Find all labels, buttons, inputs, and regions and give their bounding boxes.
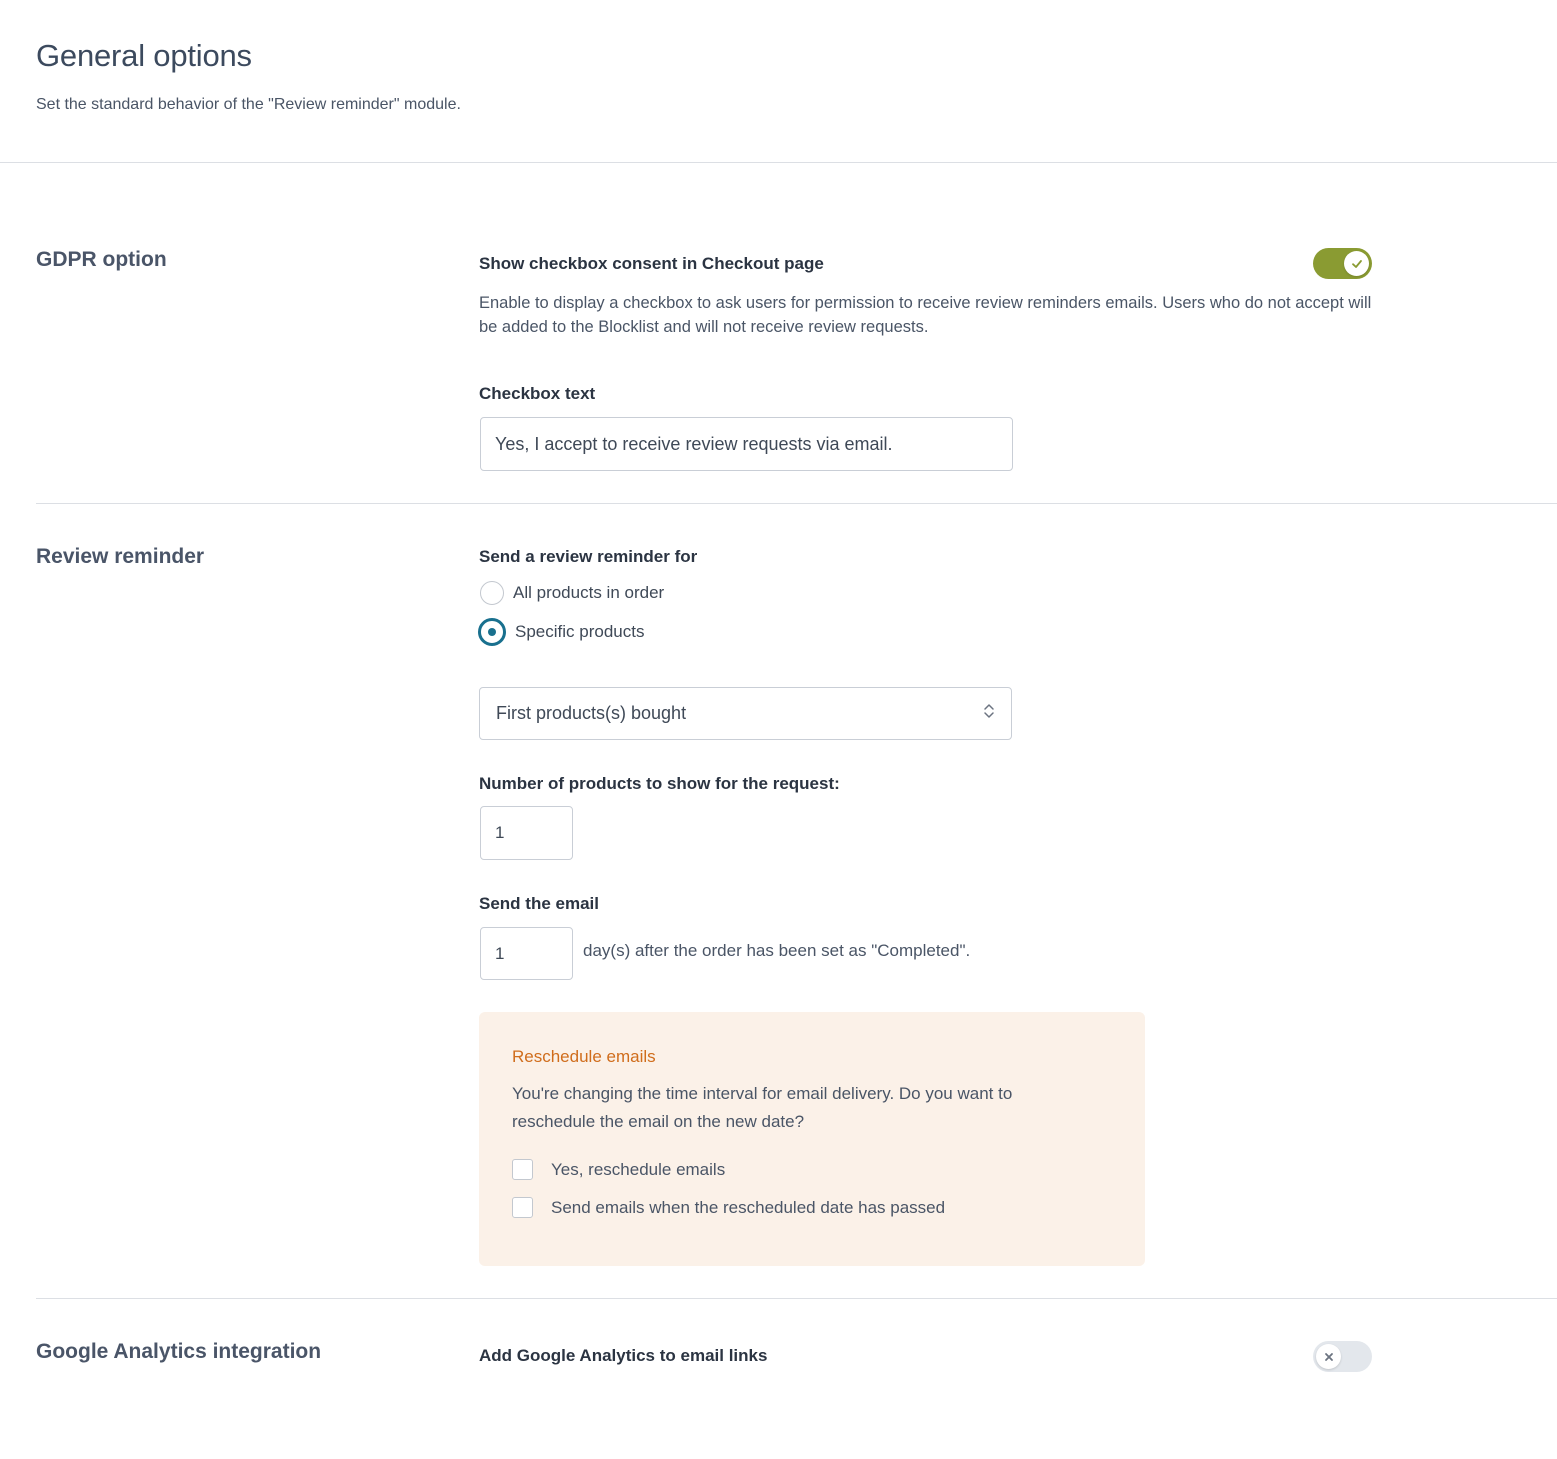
send-passed-checkbox[interactable]: [512, 1197, 533, 1218]
send-email-label: Send the email: [479, 894, 599, 913]
send-passed-checkbox-label: Send emails when the rescheduled date has passed: [551, 1197, 946, 1217]
analytics-toggle[interactable]: [1313, 1341, 1372, 1372]
radio-all-products[interactable]: [480, 581, 664, 605]
checkbox-text-label: Checkbox text: [479, 384, 596, 403]
notice-title: Reschedule emails: [512, 1047, 656, 1066]
radio-label: Specific products: [515, 622, 645, 641]
radio-button[interactable]: [480, 581, 504, 605]
num-products-value: 1: [495, 823, 505, 842]
radio-specific-products[interactable]: [478, 618, 644, 646]
radio-label: All products in order: [513, 583, 665, 602]
send-days-input[interactable]: [480, 927, 573, 980]
num-products-input[interactable]: [480, 806, 573, 860]
section-title-analytics: Google Analytics integration: [36, 1340, 322, 1363]
header-divider: [0, 162, 1557, 163]
close-icon: [1316, 1344, 1341, 1369]
send-passed-checkbox-row[interactable]: [512, 1197, 945, 1218]
analytics-label: Add Google Analytics to email links: [479, 1346, 768, 1365]
notice-text: You're changing the time interval for email delivery. Do you want to reschedule the email on the new date?: [512, 1084, 1013, 1131]
reschedule-checkbox[interactable]: [512, 1159, 533, 1180]
page-title: General options: [36, 38, 252, 73]
section-divider: [36, 1298, 1557, 1299]
reschedule-notice: [479, 1012, 1145, 1266]
product-select-value: First products(s) bought: [496, 703, 687, 723]
section-title-gdpr: GDPR option: [36, 248, 167, 271]
page-description: Set the standard behavior of the "Review reminder" module.: [36, 96, 461, 113]
consent-toggle[interactable]: [1313, 248, 1372, 279]
consent-description: Enable to display a checkbox to ask users for permission to receive review reminders emails. Users who do not accept will be added to the Blocklist and will not receive review requests.: [479, 294, 1372, 336]
send-days-value: 1: [495, 943, 505, 963]
product-select[interactable]: [479, 687, 1012, 740]
section-title-review-reminder: Review reminder: [36, 545, 205, 568]
page-header: [36, 38, 252, 74]
check-icon: [1344, 251, 1369, 276]
reschedule-checkbox-row[interactable]: [512, 1159, 725, 1180]
section-divider: [36, 503, 1557, 504]
radio-button-checked[interactable]: [478, 618, 506, 646]
consent-label: Show checkbox consent in Checkout page: [479, 254, 824, 273]
num-products-label: Number of products to show for the request:: [479, 774, 840, 793]
checkbox-text-input[interactable]: [480, 417, 1013, 471]
chevron-up-down-icon: [983, 701, 995, 726]
send-for-label: Send a review reminder for: [479, 547, 698, 566]
checkbox-text-value: Yes, I accept to receive review requests via email.: [495, 433, 893, 454]
send-days-suffix: day(s) after the order has been set as "Completed".: [583, 941, 971, 960]
reschedule-checkbox-label: Yes, reschedule emails: [551, 1159, 726, 1179]
